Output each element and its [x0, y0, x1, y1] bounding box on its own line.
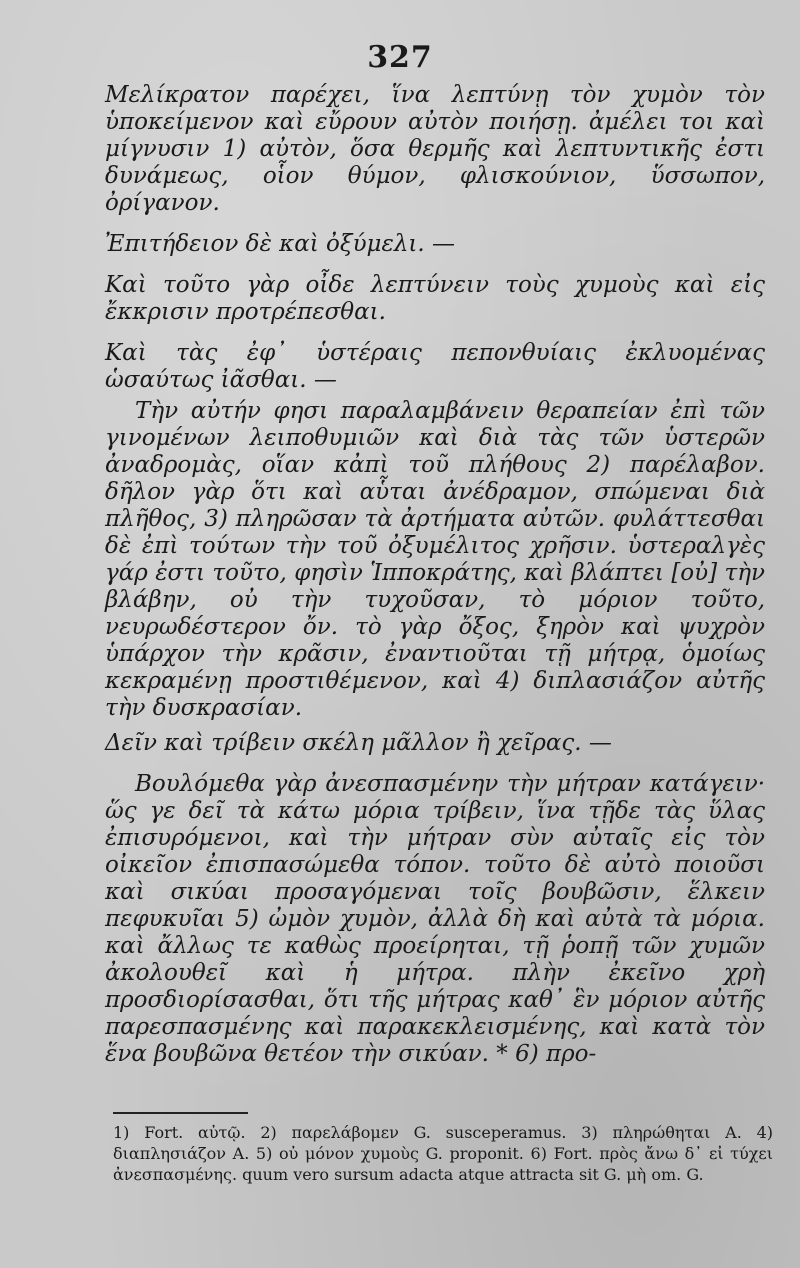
- paragraph: Δεῖν καὶ τρίβειν σκέλη μᾶλλον ἢ χεῖρας. —: [105, 730, 612, 756]
- paragraph: Τὴν αὐτήν φησι παραλαμβάνειν θεραπείαν ἐπὶ τῶν γινομένων λειποθυμιῶν καὶ διὰ τὰς τῶν ὑστερῶν ἀναδρομὰς, οἵαν κἀπὶ τοῦ πλήθους 2) παρέλαβον. δῆλον γὰρ ὅτι καὶ αὗται ἀνέδραμον, σπώμεναι διὰ πλῆθος, 3) πληρῶσαν τὰ ἀρτήματα αὐτῶν. φυλάττεσθαι δὲ ἐπὶ τούτων τὴν τοῦ ὀξυμέλιτος χρῆσιν. ὑστεραλγὲς γάρ ἐστι τοῦτο, φησὶν Ἱπποκράτης, καὶ βλάπτει [οὐ] τὴν βλάβην, οὐ τὴν τυχοῦσαν, τὸ μόριον τοῦτο, νευρωδέστερον ὄν. τὸ γὰρ ὄξος, ξηρὸν καὶ ψυχρὸν ὑπάρχον τὴν κρᾶσιν, ἐναντιοῦται τῇ μήτρᾳ, ὁμοίως κεκραμένῃ προστιθέμενον, καὶ 4) διπλασιάζον αὐτῆς τὴν δυσκρασίαν.: [105, 398, 765, 721]
- main-text: [105, 82, 765, 1068]
- paragraph: Καὶ τὰς ἐφ᾽ ὑστέραις πεπονθυίαις ἐκλυομένας ὡσαύτως ἰᾶσθαι. —: [105, 340, 765, 393]
- paragraph: Μελίκρατον παρέχει, ἵνα λεπτύνῃ τὸν χυμὸν τὸν ὑποκείμενον καὶ εὔρουν αὐτὸν ποιήσῃ. ἀμέλει τοι καὶ μίγνυσιν 1) αὐτὸν, ὅσα θερμῆς καὶ λεπτυντικῆς ἐστι δυνάμεως, οἷον θύμον, φλισκούνιον, ὕσσωπον, ὀρίγανον.: [105, 82, 765, 216]
- footnote-text: 1) Fort. αὐτῷ. 2) παρελάβομεν G. susceperamus. 3) πληρώθηται A. 4) διαπλησιάζον A. 5) οὐ μόνον χυμοὺς G. proponit. 6) Fort. πρὸς ἄνω δ᾽ εἰ τύχει ἀνεσπασμένης. quum vero sursum adacta atque attracta sit G. μὴ om. G.: [113, 1123, 773, 1184]
- paragraph: Βουλόμεθα γὰρ ἀνεσπασμένην τὴν μήτραν κατάγειν· ὥς γε δεῖ τὰ κάτω μόρια τρίβειν, ἵνα τῇδε τὰς ὕλας ἐπισυρόμενοι, καὶ τὴν μήτραν σὺν αὐταῖς εἰς τὸν οἰκεῖον ἐπισπασώμεθα τόπον. τοῦτο δὲ αὐτὸ ποιοῦσι καὶ σικύαι προσαγόμεναι τοῖς βουβῶσιν, ἕλκειν πεφυκυῖαι 5) ὠμὸν χυμὸν, ἀλλὰ δὴ καὶ αὐτὰ τὰ μόρια. καὶ ἄλλως τε καθὼς προείρηται, τῇ ῥοπῇ τῶν χυμῶν ἀκολουθεῖ καὶ ἡ μήτρα. πλὴν ἐκεῖνο χρὴ προσδιορίσασθαι, ὅτι τῆς μήτρας καθ᾽ ἓν μόριον αὐτῆς παρεσπασμένης καὶ παρακεκλεισμένης, καὶ κατὰ τὸν ἕνα βουβῶνα θετέον τὴν σικύαν. * 6) προ-: [105, 771, 765, 1067]
- paragraph: Καὶ τοῦτο γὰρ οἶδε λεπτύνειν τοὺς χυμοὺς καὶ εἰς ἔκκρισιν προτρέπεσθαι.: [105, 272, 765, 325]
- page-number: 327: [367, 40, 433, 75]
- paragraph: Ἐπιτήδειον δὲ καὶ ὀξύμελι. —: [105, 231, 456, 257]
- footnote-divider: [113, 1112, 248, 1114]
- footnotes: [113, 1122, 773, 1185]
